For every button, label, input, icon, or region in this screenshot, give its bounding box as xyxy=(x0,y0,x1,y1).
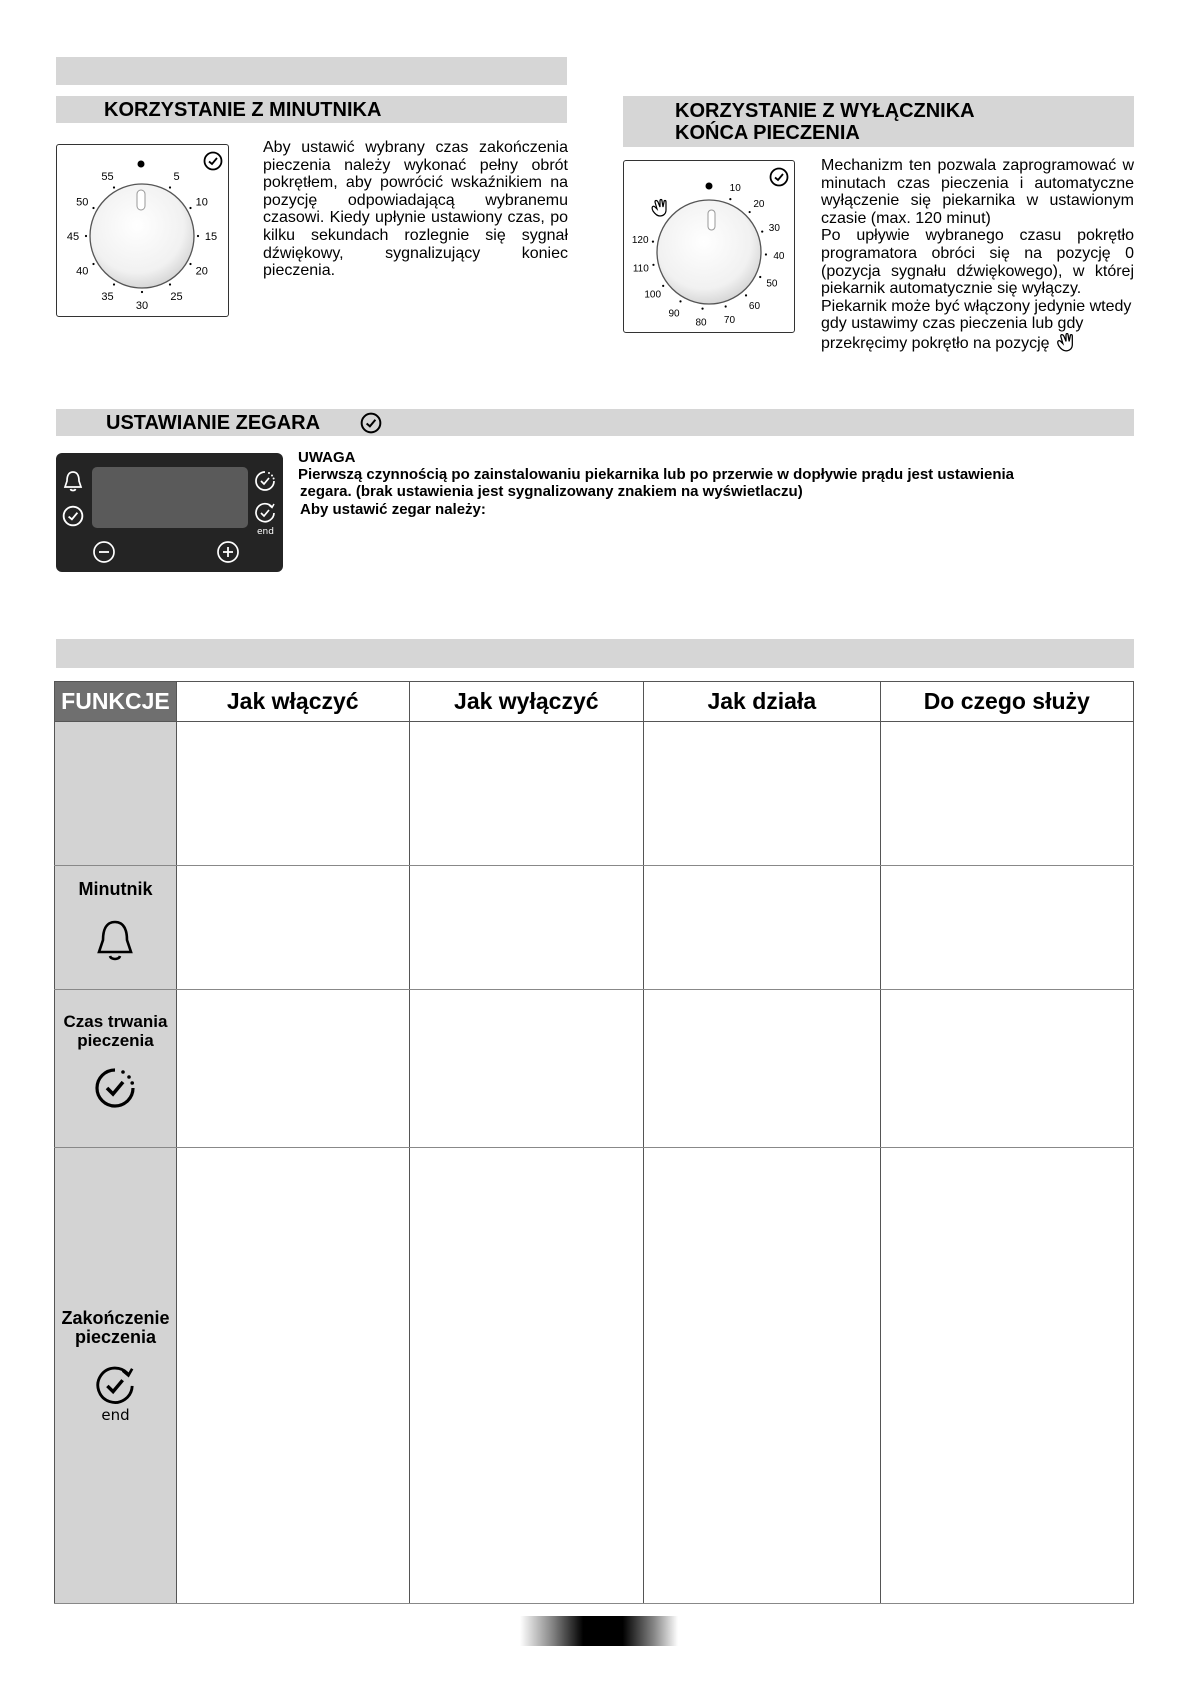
dial-tick xyxy=(652,241,654,243)
table-cell xyxy=(644,866,880,990)
table-cell xyxy=(644,1148,880,1604)
clock-check-icon xyxy=(203,151,223,171)
table-row xyxy=(55,722,1134,866)
column-header-funkcje: FUNKCJE xyxy=(55,682,177,722)
dial-tick-label: 80 xyxy=(695,317,707,329)
wylacznik-text-3-wrap xyxy=(821,298,1134,353)
column-header-jak-wylaczyc: Jak wyłączyć xyxy=(409,682,644,722)
end-label: end xyxy=(257,527,274,537)
dial-tick xyxy=(725,305,727,307)
dial-tick-label: 50 xyxy=(76,196,89,209)
table-row xyxy=(55,1148,1134,1604)
dial-tick xyxy=(761,230,763,232)
clock-instruction: Aby ustawić zegar należy: xyxy=(300,501,486,518)
dial-tick xyxy=(189,207,191,209)
dial-tick xyxy=(189,263,191,265)
manual-hand-icon xyxy=(1056,333,1076,353)
dial-tick-label: 55 xyxy=(101,171,114,184)
table-cell xyxy=(409,990,644,1148)
function-cell-zakonczenie xyxy=(55,1148,177,1604)
dial-tick xyxy=(662,285,664,287)
minutnik-description: Aby ustawić wybrany czas zakończenia pieczenia należy wykonać pełny obrót pokrętłem, aby powrócić wskaźnikiem na pozycję odpowiadającą wybranemu czasowi. Kiedy upłynie ustawiony czas, po kilku sekundach rozlegnie się sygnał dźwiękowy, sygnalizujący koniec pieczenia. xyxy=(263,139,568,280)
function-cell-minutnik xyxy=(55,866,177,990)
dial-tick-label: 90 xyxy=(668,308,680,320)
dial-tick xyxy=(197,235,199,237)
dial-tick-label: 20 xyxy=(195,265,208,278)
column-header-jak-dziala: Jak działa xyxy=(644,682,880,722)
uwaga-line-2: zegara. (brak ustawienia jest sygnalizowany znakiem na wyświetlaczu) xyxy=(300,483,803,500)
dial-tick xyxy=(759,276,761,278)
page-number-bar xyxy=(520,1616,678,1646)
section-title-line1: KORZYSTANIE Z WYŁĄCZNIKA xyxy=(675,100,975,122)
column-header-jak-wlaczyc: Jak włączyć xyxy=(176,682,409,722)
dial-tick xyxy=(701,308,703,310)
table-row xyxy=(55,990,1134,1148)
duration-icon[interactable] xyxy=(253,469,277,493)
dial-tick-label: 120 xyxy=(631,235,649,247)
table-cell xyxy=(409,1148,644,1604)
dial-tick xyxy=(113,186,115,188)
dial-tick-label: 30 xyxy=(135,300,149,312)
minute-timer-dial-figure xyxy=(56,144,229,317)
dial-tick-label: 40 xyxy=(76,265,89,278)
end-label: end xyxy=(101,1406,130,1424)
end-cooking-icon xyxy=(91,1363,139,1405)
dial-tick-label: 60 xyxy=(748,301,761,313)
dial-tick xyxy=(765,253,767,255)
dial-tick-label: 110 xyxy=(632,263,649,275)
dial-tick xyxy=(141,291,143,293)
clock-check-icon xyxy=(360,412,382,434)
function-label: Czas trwania xyxy=(63,1012,168,1031)
table-cell xyxy=(409,722,644,866)
dial-tick xyxy=(169,186,171,188)
function-label-line2: pieczenia xyxy=(74,1327,156,1347)
table-cell xyxy=(176,990,409,1148)
function-label: Minutnik xyxy=(78,879,153,899)
table-row xyxy=(55,866,1134,990)
bell-icon xyxy=(93,915,137,965)
dial-tick-label: 35 xyxy=(101,290,114,303)
function-cell-czas-trwania xyxy=(55,990,177,1148)
minus-button-icon[interactable] xyxy=(92,540,116,564)
dial-tick xyxy=(92,263,94,265)
table-cell xyxy=(880,1148,1133,1604)
dial-tick xyxy=(745,294,747,296)
section-header-wylacznik xyxy=(623,96,1134,147)
blank-header-bar-table xyxy=(56,639,1134,668)
table-cell xyxy=(880,866,1133,990)
wylacznik-text-3: Piekarnik może być włączony jedynie wtedy gdy ustawimy czas pieczenia lub gdy przekręcimy pokrętło na pozycję xyxy=(821,297,1132,352)
function-label: Zakończenie xyxy=(61,1308,170,1328)
table-header-row xyxy=(55,682,1134,722)
dial-tick-label: 10 xyxy=(195,196,208,209)
table-cell xyxy=(644,990,880,1148)
table-cell xyxy=(176,1148,409,1604)
dial-tick xyxy=(729,198,731,200)
dial-tick-label: 30 xyxy=(768,222,780,234)
dial-tick-label: 15 xyxy=(204,231,218,243)
column-header-do-czego-sluzy: Do czego służy xyxy=(880,682,1133,722)
wylacznik-text-2: Po upływie wybranego czasu pokrętło programatora obróci się na pozycję 0 (pozycja sygnału dźwiękowego), w której piekarnik automatycznie się wyłączy. xyxy=(821,227,1134,298)
dial-tick xyxy=(92,207,94,209)
dial-tick-label: 10 xyxy=(729,183,741,195)
clock-check-icon xyxy=(769,167,789,187)
table-cell xyxy=(644,722,880,866)
dial-tick xyxy=(113,283,115,285)
section-title: KORZYSTANIE Z MINUTNIKA xyxy=(104,99,382,121)
dial-tick-label: 40 xyxy=(773,251,785,263)
table-cell xyxy=(176,722,409,866)
plus-button-icon[interactable] xyxy=(216,540,240,564)
control-panel-display xyxy=(56,453,283,572)
blank-header-bar-left xyxy=(56,57,567,85)
table-cell xyxy=(176,866,409,990)
dial-tick-label: 25 xyxy=(170,290,183,303)
wylacznik-description xyxy=(821,157,1134,353)
section-header-minutnik xyxy=(56,96,567,123)
manual-hand-icon xyxy=(652,200,666,217)
dial-tick xyxy=(652,264,654,266)
duration-icon xyxy=(91,1064,139,1112)
dial-tick-label: 100 xyxy=(644,289,662,301)
end-cooking-icon xyxy=(253,501,277,523)
end-of-cooking-dial-figure xyxy=(623,160,795,333)
dial-tick xyxy=(85,235,87,237)
table-cell xyxy=(880,990,1133,1148)
uwaga-line-1: Pierwszą czynnością po zainstalowaniu piekarnika lub po przerwie w dopływie prądu jest ustawienia xyxy=(298,466,1015,483)
section-title: USTAWIANIE ZEGARA xyxy=(106,412,321,434)
end-cooking-button[interactable] xyxy=(253,501,279,537)
table-cell xyxy=(409,866,644,990)
dial-tick-label: 20 xyxy=(753,198,765,210)
section-header-zegar xyxy=(56,409,1134,436)
functions-table xyxy=(54,681,1134,1604)
dial-tick-label: 50 xyxy=(766,278,778,290)
bell-icon[interactable] xyxy=(62,469,84,493)
dial-tick xyxy=(169,283,171,285)
wylacznik-text-1: Mechanizm ten pozwala zaprogramować w minutach czas pieczenia i automatyczne wyłączenie się piekarnika w ustawionym czasie (max. 120 minut) xyxy=(821,157,1134,227)
function-cell-empty xyxy=(55,722,177,866)
dial-tick-label: 45 xyxy=(66,231,80,243)
uwaga-label: UWAGA xyxy=(298,449,356,466)
dial-tick-label: 5 xyxy=(173,171,180,184)
dial-tick xyxy=(679,300,681,302)
dial-tick xyxy=(749,211,751,213)
function-label-line2: pieczenia xyxy=(77,1031,154,1050)
section-title-line2: KOŃCA PIECZENIA xyxy=(675,122,860,144)
table-cell xyxy=(880,722,1133,866)
dial-tick-label: 70 xyxy=(723,314,736,326)
uwaga-block xyxy=(298,449,1134,518)
lcd-screen xyxy=(92,467,248,528)
clock-button-icon[interactable] xyxy=(62,505,84,527)
